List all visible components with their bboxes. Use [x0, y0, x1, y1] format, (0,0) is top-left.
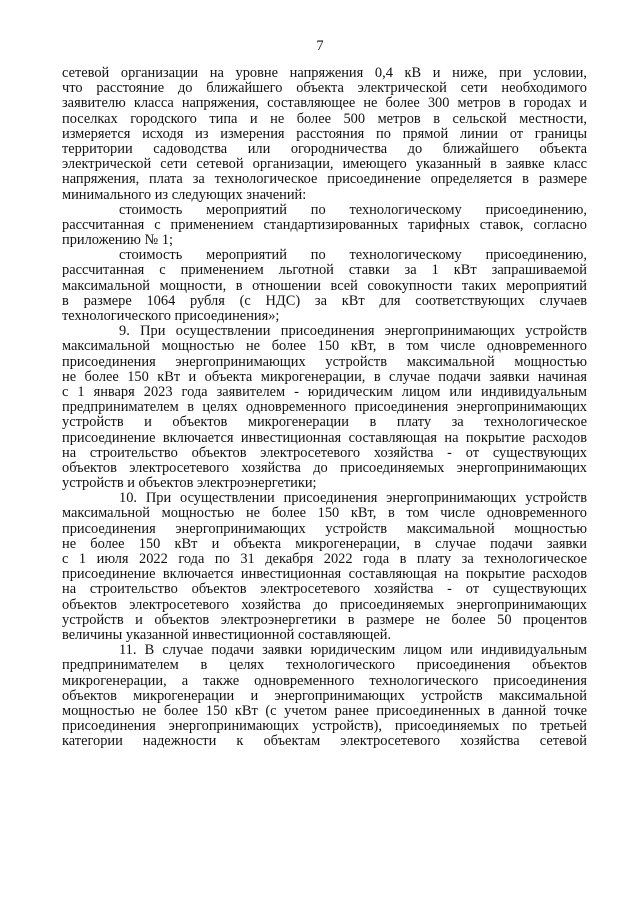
- text-line: максимальной мощностью не более 150 кВт, в том числе одновременного: [62, 506, 587, 522]
- text-line: устройств и объектов микрогенерации в плату за технологическое: [62, 415, 587, 431]
- text-line: измеряется исходя из измерения расстояния по прямой линии от границы: [62, 126, 587, 142]
- document-body: [62, 66, 587, 749]
- text-line: присоединение включается инвестиционная составляющая на покрытие расходов: [62, 430, 587, 446]
- text-line: максимальной мощности, в отношении всей совокупности таких мероприятий: [62, 278, 587, 294]
- text-line: устройств и объектов электроэнергетики;: [62, 476, 317, 492]
- text-line: устройств и объектов электроэнергетики в размере не более 50 процентов: [62, 612, 587, 628]
- text-line: величины указанной инвестиционной составляющей.: [62, 627, 392, 643]
- text-line: не более 150 кВт и объекта микрогенерации, в случае подачи заявки: [62, 536, 587, 552]
- text-line: с 1 июля 2022 года по 31 декабря 2022 года в плату за технологическое: [62, 552, 587, 567]
- text-line: объектов микрогенерации и энергопринимающих устройств максимальной: [62, 688, 587, 704]
- text-line: 11. В случае подачи заявки юридическим лицом или индивидуальным: [119, 643, 587, 659]
- text-line: на строительство объектов электросетевого хозяйства - от существующих: [62, 445, 587, 461]
- text-line: микрогенерации, а также одновременного технологического присоединения: [62, 673, 587, 689]
- page-number: 7: [316, 38, 324, 54]
- text-line: в размере 1064 рубля (с НДС) за кВт для соответствующих случаев: [62, 293, 587, 309]
- text-line: не более 150 кВт и объекта микрогенерации, в случае подачи заявки начиная: [62, 369, 587, 385]
- text-line: 10. При осуществлении присоединения энергопринимающих устройств: [119, 491, 587, 507]
- text-line: электрической сети сетевой организации, имеющего указанный в заявке класс: [62, 157, 587, 173]
- text-line: территории садоводства или огородничества до ближайшего объекта: [62, 141, 587, 157]
- text-line: рассчитанная с применением льготной ставки за 1 кВт запрашиваемой: [62, 263, 587, 279]
- text-line: приложению № 1;: [62, 233, 174, 249]
- text-line: присоединения энергопринимающих устройств максимальной мощностью: [62, 354, 587, 370]
- text-line: предпринимателем в целях технологического присоединения объектов: [62, 658, 587, 674]
- text-line: рассчитанная с применением стандартизированных тарифных ставок, согласно: [62, 217, 587, 233]
- text-line: на строительство объектов электросетевого хозяйства - от существующих: [62, 582, 587, 598]
- text-line: стоимость мероприятий по технологическому присоединению,: [119, 248, 587, 264]
- text-line: предпринимателем в целях одновременного присоединения энергопринимающих: [62, 400, 587, 416]
- text-line: стоимость мероприятий по технологическому присоединению,: [119, 202, 587, 218]
- text-line: максимальной мощностью не более 150 кВт, в том числе одновременного: [62, 339, 587, 355]
- text-line: что расстояние до ближайшего объекта электрической сети необходимого: [62, 81, 587, 97]
- text-line: сетевой организации на уровне напряжения 0,4 кВ и ниже, при условии,: [62, 66, 587, 81]
- text-line: технологического присоединения»;: [62, 309, 280, 324]
- text-line: объектов электросетевого хозяйства до присоединяемых энергопринимающих: [62, 597, 587, 613]
- text-line: с 1 января 2023 года заявителем - юридическим лицом или индивидуальным: [62, 384, 587, 400]
- text-line: 9. При осуществлении присоединения энергопринимающих устройств: [119, 324, 587, 340]
- text-line: минимального из следующих значений:: [62, 187, 307, 203]
- text-line: присоединения энергопринимающих устройств), присоединяемых по третьей: [62, 719, 587, 735]
- text-line: заявителю класса напряжения, составляющее не более 300 метров в городах и: [62, 96, 587, 112]
- text-line: присоединения энергопринимающих устройств максимальной мощностью: [62, 521, 587, 537]
- text-line: напряжения, плата за технологическое присоединение определяется в размере: [62, 172, 587, 188]
- text-line: поселках городского типа и не более 500 метров в сельской местности,: [62, 111, 587, 127]
- text-line: объектов электросетевого хозяйства до присоединяемых энергопринимающих: [62, 460, 587, 476]
- text-line: категории надежности к объектам электросетевого хозяйства сетевой: [62, 734, 587, 750]
- text-line: присоединение включается инвестиционная составляющая на покрытие расходов: [62, 567, 587, 583]
- text-line: мощностью не более 150 кВт (с учетом ранее присоединенных в данной точке: [62, 703, 587, 719]
